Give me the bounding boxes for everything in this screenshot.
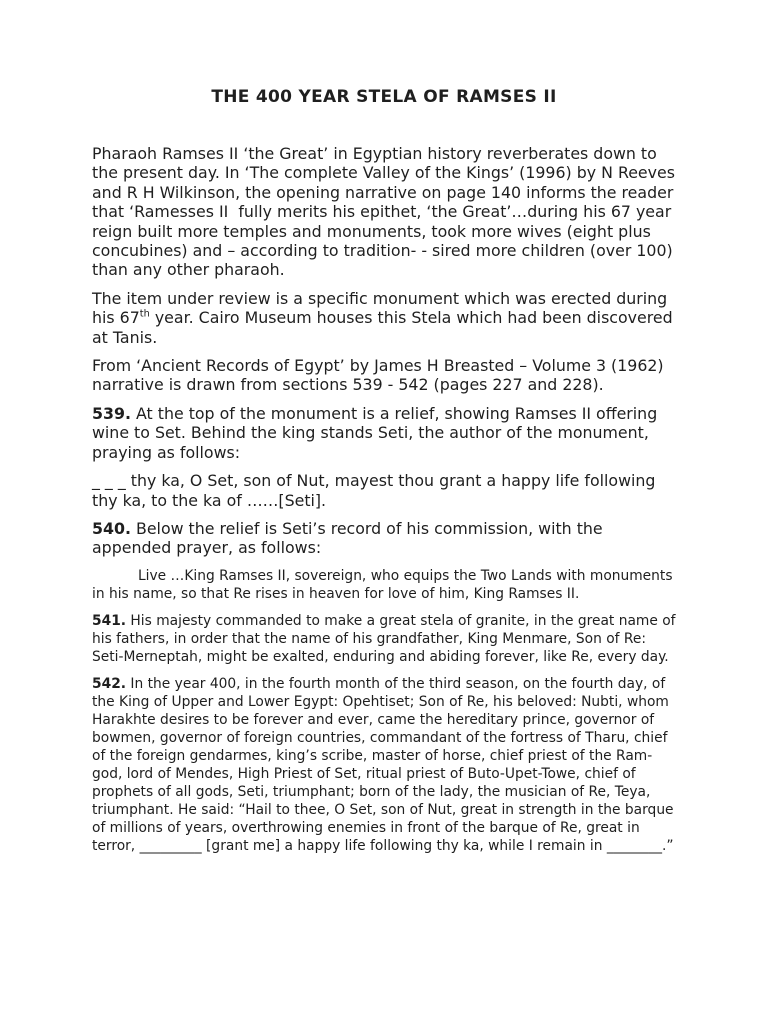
text-run: 542. (92, 675, 127, 692)
text-run: In the year 400, in the fourth month of the third season, on the fourth day, of the King of Upper and Lower Egypt: Opehtiset; Son of Re, his beloved: Nubti, whom Harakhte desires to be forever and ever, came the hereditary prince, governor of bowmen, governor of foreign countries, commandant of the fortress of Tharu, chief of the foreign gendarmes, king’s scribe, master of horse, chief priest of the Ram-god, lord of Mendes, High Priest of Set, ritual priest of Buto-Upet-Towe, chief of prophets of all gods, Seti, triumphant; born of the lady, the musician of Re, Teya, triumphant. He said: “Hail to thee, O Set, son of Nut, great in strength in the barque of millions of years, overthrowing enemies in front of the barque of Re, great in terror, _________ [grant me] a happy life following thy ka, while I remain in ________.” (92, 675, 678, 854)
document-body (92, 144, 680, 864)
text-run: From ‘Ancient Records of Egypt’ by James H Breasted – Volume 3 (1962) narrative is drawn from sections 539 - 542 (pages 227 and 228). (92, 356, 669, 395)
text-run: 539. (92, 403, 131, 423)
text-run: 541. (92, 612, 127, 629)
text-run: His majesty commanded to make a great stela of granite, in the great name of his fathers, in order that the name of his grandfather, King Menmare, Son of Re: Seti-Merneptah, might be exalted, enduring and abiding forever, like Re, every day. (92, 612, 680, 665)
text-run: 540. (92, 518, 131, 538)
text-run: Pharaoh Ramses II ‘the Great’ in Egyptian history reverberates down to the present day. In ‘The complete Valley of the Kings’ (1996) by N Reeves and R H Wilkinson, the opening narrative on page 140 informs the reader that ‘Ramesses II fully merits his epithet, ‘the Great’…during his 67 year reign built more temples and monuments, took more wives (eight plus concubines) and – according to tradition- - sired more children (over 100) than any other pharaoh. (92, 144, 680, 280)
paragraph (92, 144, 680, 280)
paragraph (92, 289, 676, 347)
paragraph (92, 675, 676, 855)
paragraph (92, 404, 676, 462)
paragraph (92, 612, 680, 666)
text-run: At the top of the monument is a relief, showing Ramses II offering wine to Set. Behind the king stands Seti, the author of the monument, praying as follows: (92, 403, 663, 462)
text-run: Live …King Ramses II, sovereign, who equips the Two Lands with monuments in his name, so that Re rises in heaven for love of him, King Ramses II. (92, 567, 677, 602)
text-run: year. Cairo Museum houses this Stela which had been discovered at Tanis. (92, 308, 678, 347)
text-run: Below the relief is Seti’s record of his commission, with the appended prayer, as follows: (92, 518, 608, 558)
page-title: THE 400 YEAR STELA OF RAMSES II (211, 87, 557, 107)
text-run: _ _ _ thy ka, O Set, son of Nut, mayest thou grant a happy life following thy ka, to the ka of ……[Seti]. (92, 471, 661, 510)
paragraph (92, 471, 676, 510)
paragraph (92, 356, 676, 395)
paragraph (92, 519, 676, 558)
text-run: th (139, 308, 150, 320)
paragraph (92, 567, 676, 603)
text-run: The item under review is a specific monument which was erected during his 67 (92, 288, 673, 328)
